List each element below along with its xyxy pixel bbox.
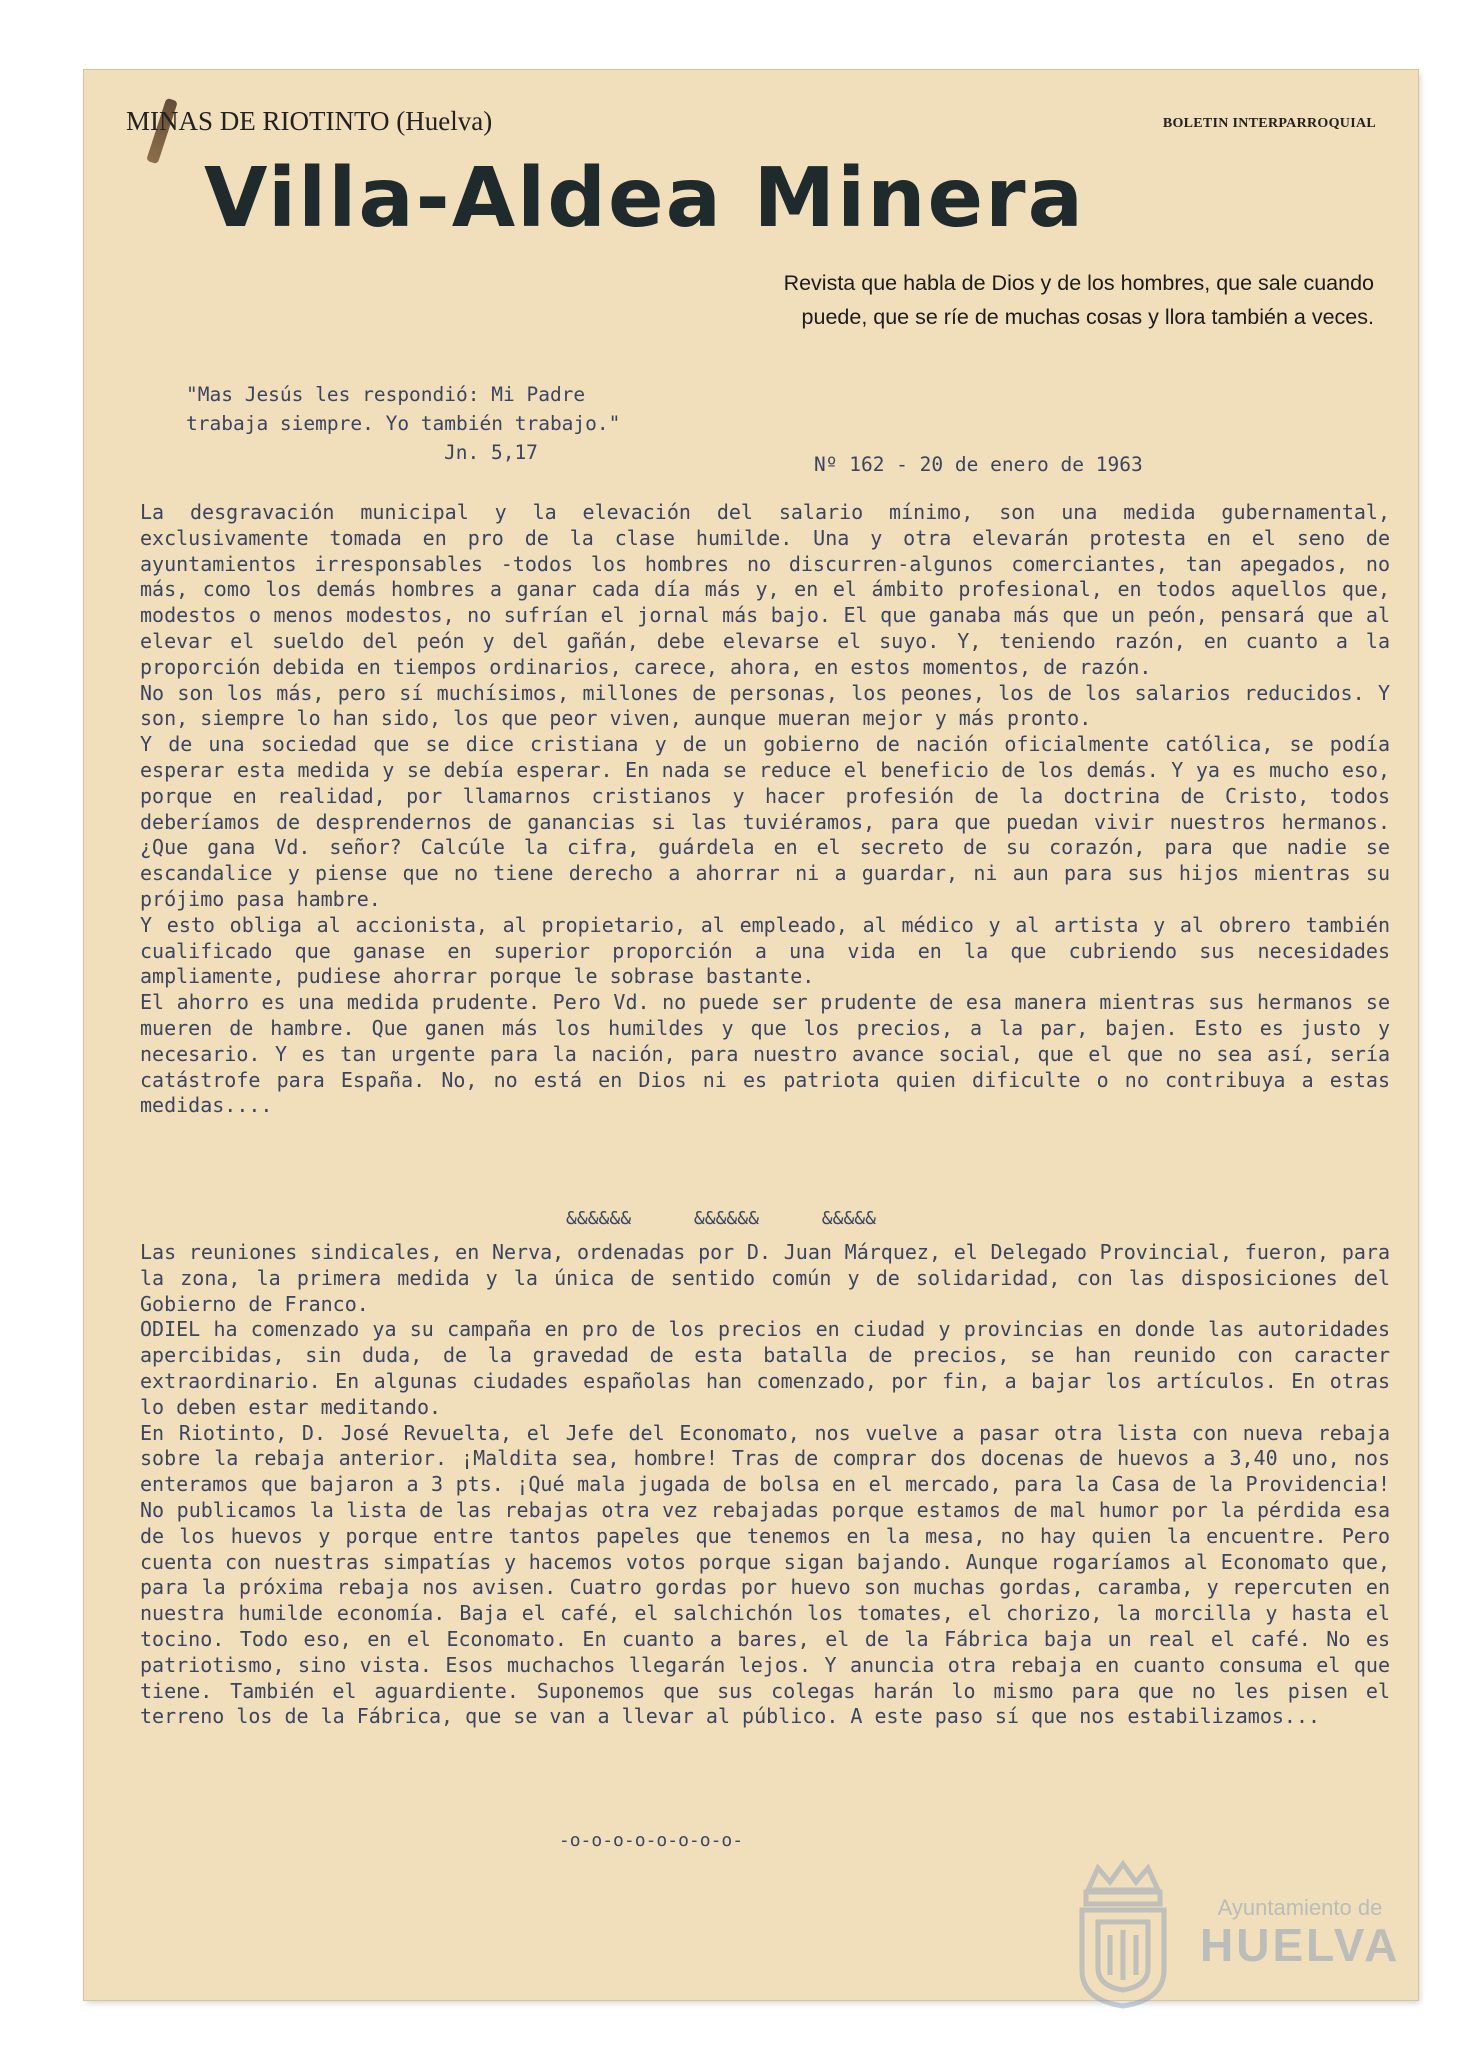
paragraph: En Riotinto, D. José Revuelta, el Jefe del Economato, nos vuelve a pasar otra lista con nueva rebaja sobre la rebaja anterior. ¡Maldita sea, hombre! Tras de comprar dos docenas de huevos a 3,40 uno, nos enteramos que bajaron a 3 pts. ¡Qué mala jugada de bolsa en el mercado, para la Casa de la Providencia! No publicamos la lista de las rebajas otra vez rebajadas porque estamos de mal humor por la pérdida esa de los huevos y porque entre tantos papeles que tenemos en la mesa, no hay quien la encuentre. Pero cuenta con nuestras simpatías y hacemos votos porque sigan bajando. Aunque rogaríamos al Economato que, para la próxima rebaja nos avisen. Cuatro gordas por huevo son muchas gordas, caramba, y repercuten en nuestra humilde economía. Baja el café, el salchichón los tomates, el chorizo, la morcilla y hasta el tocino. Todo eso, en el Economato. En cuanto a bares, el de la Fábrica baja un real el café. No es patriotismo, sino vista. Esos muchachos llegarán lejos. Y anuncia otra rebaja en cuanto consuma el que tiene. También el aguardiente. Suponemos que sus colegas harán lo mismo para que no les pisen el terreno los de la Fábrica, que se van a llevar al público. A este paso sí que nos estabilizamos... [140, 1420, 1390, 1729]
document-page [84, 70, 1418, 2000]
paragraph: No son los más, pero sí muchísimos, millones de personas, los peones, los de los salarios reducidos. Y son, siempre lo han sido, los que peor viven, aunque mueran mejor y más pronto. [140, 680, 1390, 731]
quote-line-1: "Mas Jesús les respondió: Mi Padre [186, 383, 586, 406]
paragraph: La desgravación municipal y la elevación del salario mínimo, son una medida gubernamental, exclusivamente tomada en pro de la clase humilde. Una y otra elevarán protesta en el seno de ayuntamientos irresponsables -todos los hombres no discurren-algunos comerciantes, tan apegados, no más, como los demás hombres a ganar cada día más y, en el ámbito profesional, en todos aquellos que, modestos o menos modestos, no sufrían el jornal más bajo. El que ganaba más que un peón, pensará que al elevar el sueldo del peón y del gañán, debe elevarse el suyo. Y, teniendo razón, en cuanto a la proporción debida en tiempos ordinarios, carece, ahora, en estos momentos, de razón. [140, 500, 1390, 679]
article-section-2 [140, 1240, 1390, 1730]
paragraph: Las reuniones sindicales, en Nerva, ordenadas por D. Juan Márquez, el Delegado Provincial, fueron, para la zona, la primera medida y la única de sentido común y de solidaridad, con las disposiciones del Gobierno de Franco. [140, 1240, 1390, 1316]
divider-glyphs: &&&&&& [566, 1208, 632, 1229]
paragraph: Y esto obliga al accionista, al propietario, al empleado, al médico y al artista y al obrero también cualificado que ganase en superior proporción a una vida en la que cubriendo sus necesidades ampliamente, pudiese ahorrar porque le sobrase bastante. [140, 912, 1390, 989]
epigraph-quote [186, 380, 620, 467]
masthead-type: BOLETIN INTERPARROQUIAL [1162, 116, 1376, 131]
article-section-1 [140, 500, 1390, 1119]
publication-title: Villa-Aldea Minera [204, 151, 1085, 246]
section-divider-1 [54, 1208, 1388, 1229]
publication-tagline [694, 266, 1374, 334]
tagline-line-2: puede, que se ríe de muchas cosas y llora también a veces. [801, 305, 1374, 329]
section-divider-2: -o-o-o-o-o-o-o-o- [558, 1830, 744, 1851]
issue-number-date: Nº 162 - 20 de enero de 1963 [814, 453, 1143, 476]
quote-line-2: trabaja siempre. Yo también trabajo." [186, 412, 621, 435]
masthead-location: MINAS DE RIOTINTO (Huelva) [126, 106, 493, 136]
paragraph: Y de una sociedad que se dice cristiana y de un gobierno de nación oficialmente católica, se podía esperar esta medida y se debía esperar. En nada se reduce el beneficio de los demás. Y ya es mucho eso, porque en realidad, por llamarnos cristianos y hacer profesión de la doctrina de Cristo, todos deberíamos de desprendernos de ganancias si las tuviéramos, para que puedan vivir nuestros hermanos. ¿Que gana Vd. señor? Calcúle la cifra, guárdela en el secreto de su corazón, para que nadie se escandalice y piense que no tiene derecho a ahorrar ni a guardar, ni aun para sus hijos mientras su prójimo pasa hambre. [140, 732, 1390, 911]
quote-reference: Jn. 5,17 [444, 441, 538, 464]
watermark-line-1: Ayuntamiento de [1217, 1895, 1383, 1920]
archive-watermark [1200, 1895, 1400, 1969]
paragraph: El ahorro es una medida prudente. Pero Vd. no puede ser prudente de esa manera mientras sus hermanos se mueren de hambre. Que ganen más los humildes y que los precios, a la par, bajen. Esto es justo y necesario. Y es tan urgente para la nación, para nuestro avance social, que el que no sea así, sería catástrofe para España. No, no está en Dios ni es patriota quien dificulte o no contribuya a estas medidas.... [140, 990, 1390, 1118]
divider-glyphs: &&&&&& [693, 1208, 759, 1229]
tagline-line-1: Revista que habla de Dios y de los hombres, que sale cuando [783, 271, 1374, 295]
coat-of-arms-watermark-icon [1068, 1860, 1178, 2010]
divider-glyphs: &&&&& [821, 1208, 876, 1229]
watermark-line-2: HUELVA [1200, 1919, 1401, 1971]
paragraph: ODIEL ha comenzado ya su campaña en pro de los precios en ciudad y provincias en donde las autoridades apercibidas, sin duda, de la gravedad de esta batalla de precios, se han reunido con caracter extraordinario. En algunas ciudades españolas han comenzado, por fin, a bajar los artículos. En otras lo deben estar meditando. [140, 1317, 1390, 1419]
